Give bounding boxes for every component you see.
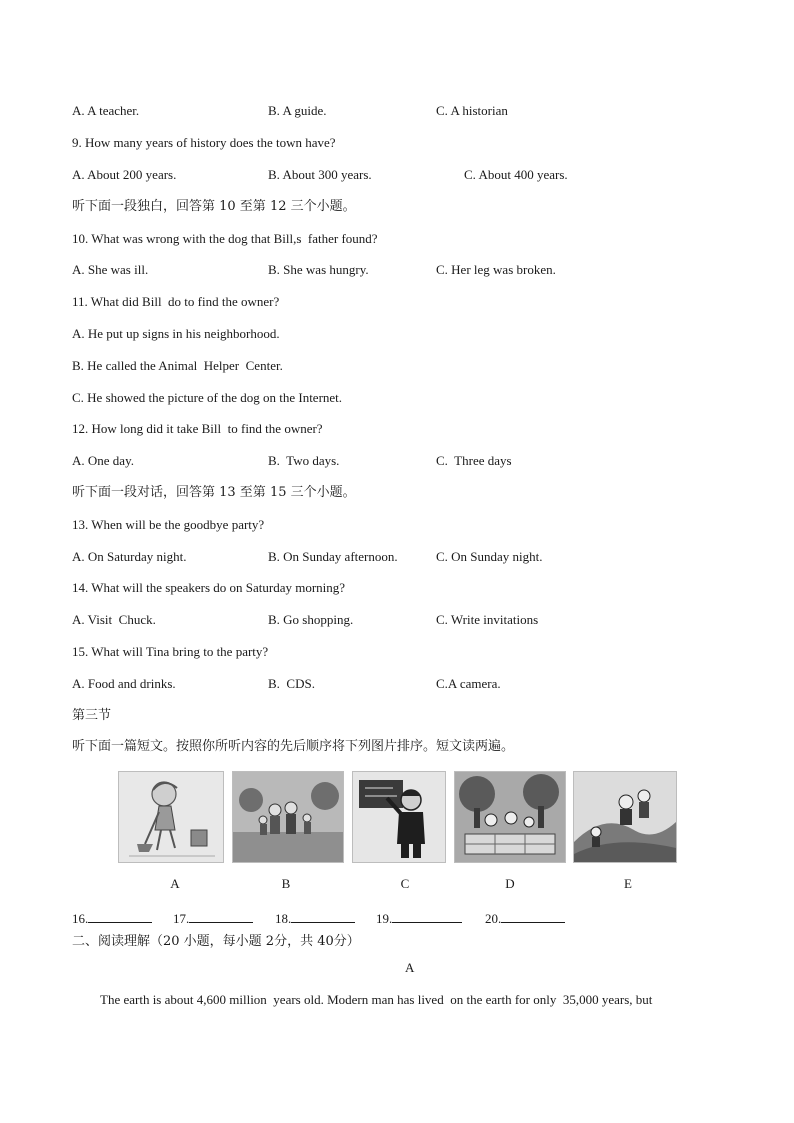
blank-underline xyxy=(291,909,355,923)
q10-option-a: A. She was ill. xyxy=(72,262,149,277)
q13-option-a: A. On Saturday night. xyxy=(72,549,187,564)
blank-underline xyxy=(189,909,253,923)
passage-letter: A xyxy=(405,960,415,975)
q12-question: 12. How long did it take Bill to find the owner? xyxy=(72,421,323,436)
section3-title: 第三节 xyxy=(72,708,112,723)
blank-underline xyxy=(88,909,152,923)
q11-option-a: A. He put up signs in his neighborhood. xyxy=(72,326,280,341)
blank-number: 18. xyxy=(275,911,292,926)
picture-a-girl-sweeping xyxy=(118,771,224,863)
q9-option-c: C. About 400 years. xyxy=(464,167,568,182)
answer-blank-20[interactable] xyxy=(485,909,565,927)
q9-option-b: B. About 300 years. xyxy=(268,167,372,182)
picture-label-c: C xyxy=(400,876,410,891)
instruction-10-12: 听下面一段独白，回答第 10 至第 12 三个小题。 xyxy=(72,199,356,214)
q8-option-a: A. A teacher. xyxy=(72,103,140,118)
q10-option-c: C. Her leg was broken. xyxy=(436,262,556,277)
q9-option-a: A. About 200 years. xyxy=(72,167,177,182)
blank-number: 20. xyxy=(485,911,502,926)
girl-sweeping-illustration xyxy=(119,772,223,862)
q10-question: 10. What was wrong with the dog that Bill,s father found? xyxy=(72,231,378,246)
q14-question: 14. What will the speakers do on Saturday morning? xyxy=(72,580,346,595)
q15-option-a: A. Food and drinks. xyxy=(72,676,176,691)
q13-question: 13. When will be the goodbye party? xyxy=(72,517,265,532)
q11-option-b: B. He called the Animal Helper Center. xyxy=(72,358,283,373)
picture-label-b: B xyxy=(281,876,291,891)
q13-option-b: B. On Sunday afternoon. xyxy=(268,549,398,564)
q8-option-b: B. A guide. xyxy=(268,103,327,118)
picture-label-a: A xyxy=(170,876,180,891)
picture-d-picnic xyxy=(454,771,566,863)
section3-instruction: 听下面一篇短文。按照你所听内容的先后顺序将下列图片排序。短文读两遍。 xyxy=(72,739,515,754)
q15-question: 15. What will Tina bring to the party? xyxy=(72,644,269,659)
q15-option-c: C.A camera. xyxy=(436,676,501,691)
picnic-illustration xyxy=(455,772,565,862)
q12-option-a: A. One day. xyxy=(72,453,134,468)
picture-label-e: E xyxy=(624,876,632,891)
picture-c-teacher-blackboard xyxy=(352,771,446,863)
answer-blank-19[interactable] xyxy=(376,909,462,927)
q14-option-a: A. Visit Chuck. xyxy=(72,612,156,627)
blank-underline xyxy=(392,909,462,923)
q13-option-c: C. On Sunday night. xyxy=(436,549,543,564)
teacher-blackboard-illustration xyxy=(353,772,445,862)
q11-question: 11. What did Bill do to find the owner? xyxy=(72,294,280,309)
blank-number: 19. xyxy=(376,911,393,926)
passage-first-line: The earth is about 4,600 million years old. Modern man has lived on the earth for only 35,000 years, but xyxy=(100,992,653,1007)
picture-b-family-outdoors xyxy=(232,771,344,863)
q9-question: 9. How many years of history does the town have? xyxy=(72,135,336,150)
instruction-13-15: 听下面一段对话，回答第 13 至第 15 三个小题。 xyxy=(72,485,356,500)
q8-option-c: C. A historian xyxy=(436,103,508,118)
picture-e-climbing xyxy=(573,771,677,863)
family-outdoors-illustration xyxy=(233,772,343,862)
q15-option-b: B. CDS. xyxy=(268,676,315,691)
q14-option-c: C. Write invitations xyxy=(436,612,539,627)
blank-number: 16. xyxy=(72,911,89,926)
q10-option-b: B. She was hungry. xyxy=(268,262,369,277)
answer-blank-16[interactable] xyxy=(72,909,152,927)
q11-option-c: C. He showed the picture of the dog on the Internet. xyxy=(72,390,343,405)
blank-number: 17. xyxy=(173,911,190,926)
q12-option-b: B. Two days. xyxy=(268,453,340,468)
answer-blank-17[interactable] xyxy=(173,909,253,927)
blank-underline xyxy=(501,909,565,923)
part2-heading: 二、阅读理解（20 小题，每小题 2分，共 40分） xyxy=(72,934,360,949)
q14-option-b: B. Go shopping. xyxy=(268,612,354,627)
climbing-illustration xyxy=(574,772,676,862)
picture-label-d: D xyxy=(505,876,515,891)
answer-blank-18[interactable] xyxy=(275,909,355,927)
q12-option-c: C. Three days xyxy=(436,453,512,468)
